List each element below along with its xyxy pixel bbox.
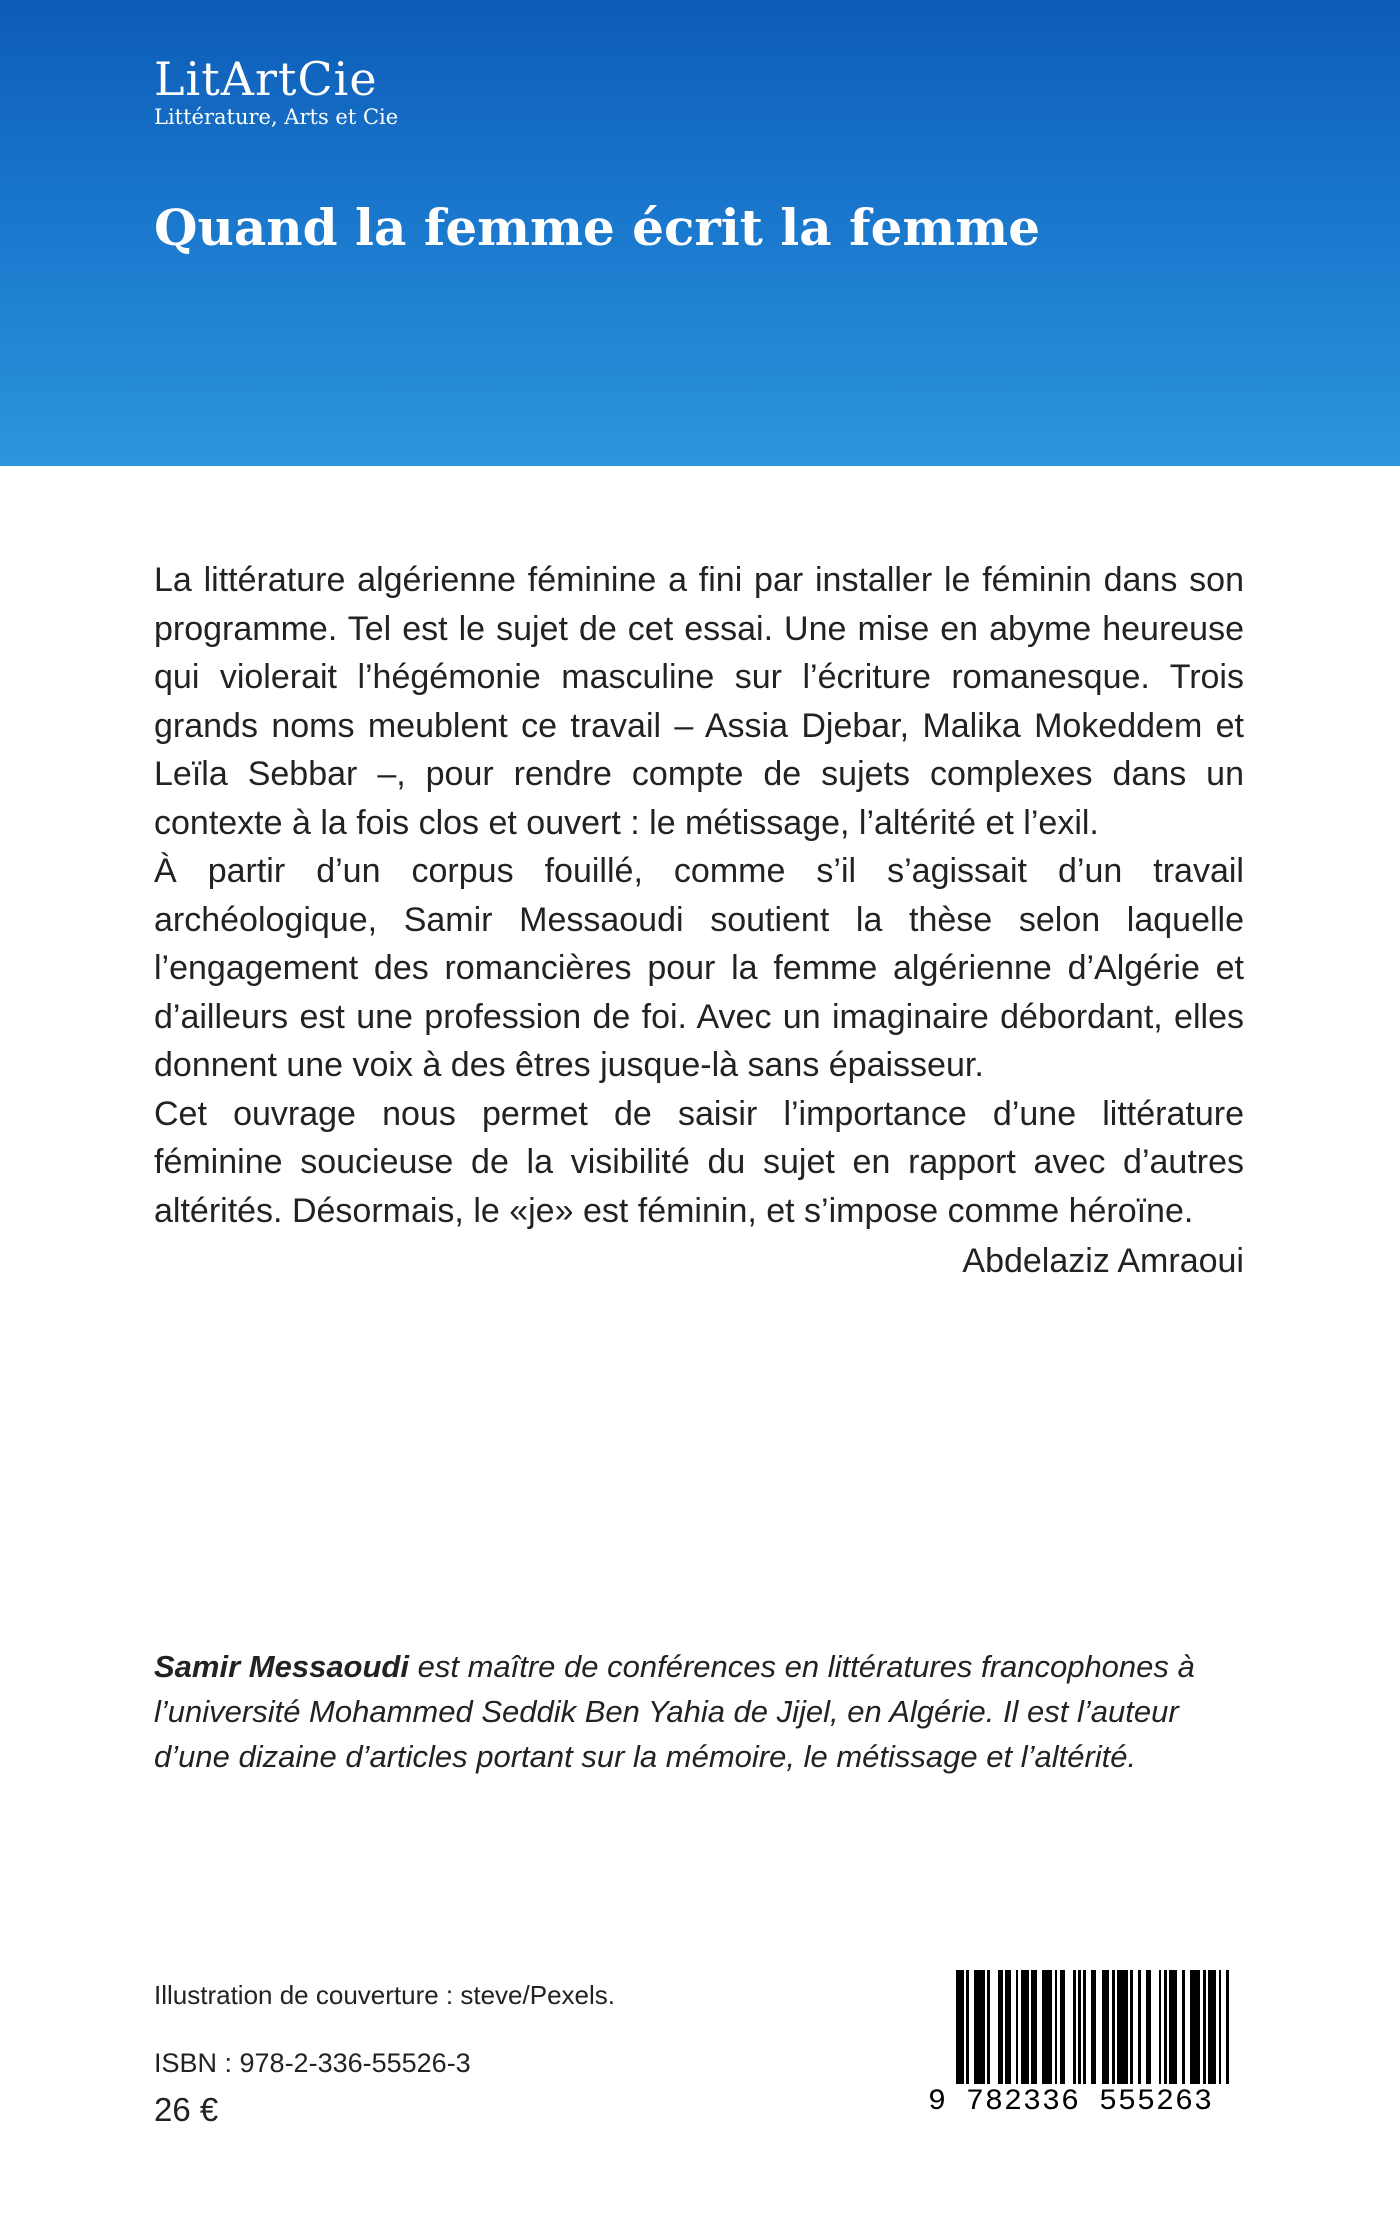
author-bio-paragraph bbox=[154, 1644, 1244, 1779]
barcode-bar bbox=[1102, 1970, 1110, 2084]
barcode-bar bbox=[1138, 1970, 1141, 2084]
author-name: Samir Messaoudi bbox=[154, 1649, 409, 1684]
isbn-label: ISBN : 978-2-336-55526-3 bbox=[154, 2048, 471, 2078]
illustration-credit: Illustration de couverture : steve/Pexels. bbox=[154, 1980, 616, 2010]
barcode-bar bbox=[1219, 1970, 1222, 2084]
barcode-bar bbox=[956, 1970, 964, 2084]
barcode-bar bbox=[1016, 1970, 1019, 2084]
barcode-bar bbox=[1146, 1970, 1151, 2084]
blurb-paragraph-2: À partir d’un corpus fouillé, comme s’il s’agissait d’un travail archéologique, Samir Messaoudi soutient la thèse selon laquelle l’engagement des romancières pour la femme algérienne d’Algérie et d’ailleurs est une profession de foi. Avec un imaginaire débordant, elles donnent une voix à des êtres jusque-là sans épaisseur. bbox=[154, 852, 1244, 1084]
barcode-bars bbox=[956, 1970, 1238, 2084]
barcode-bar bbox=[1055, 1970, 1058, 2084]
cover-header-band bbox=[0, 0, 1400, 466]
barcode-bar bbox=[1208, 1970, 1216, 2084]
barcode-bar bbox=[1226, 1970, 1229, 2084]
barcode-bar bbox=[1021, 1970, 1029, 2084]
book-title: Quand la femme écrit la femme bbox=[154, 198, 1041, 257]
barcode-bar bbox=[974, 1970, 984, 2084]
barcode-bar bbox=[1182, 1970, 1185, 2084]
barcode-bar bbox=[1060, 1970, 1065, 2084]
author-bio-text: est maître de conférences en littératures francophones à l’université Mohammed Seddik Ben Yahia de Jijel, en Algérie. Il est l’auteur d’une dizaine d’articles portant sur la mémoire, le métissage et l’altérité. bbox=[154, 1649, 1195, 1774]
barcode-bar bbox=[987, 1970, 990, 2084]
barcode-bar bbox=[966, 1970, 969, 2084]
back-cover-blurb bbox=[154, 556, 1244, 1286]
barcode-bar bbox=[1073, 1970, 1076, 2084]
barcode-bar bbox=[1005, 1970, 1010, 2084]
barcode-bar bbox=[1159, 1970, 1162, 2084]
barcode-bar bbox=[1164, 1970, 1167, 2084]
barcode-bar bbox=[1083, 1970, 1086, 2084]
price-label: 26 € bbox=[154, 2091, 219, 2128]
publisher-name: LitArtCie bbox=[154, 52, 378, 106]
publisher-tagline: Littérature, Arts et Cie bbox=[154, 105, 399, 129]
publisher-logo bbox=[154, 52, 398, 130]
barcode-bar bbox=[1078, 1970, 1081, 2084]
blurb-signature: Abdelaziz Amraoui bbox=[962, 1242, 1244, 1280]
barcode-bar bbox=[1042, 1970, 1052, 2084]
barcode-bar bbox=[1190, 1970, 1200, 2084]
author-bio bbox=[154, 1644, 1244, 1779]
barcode-digits: 9 782336 555263 bbox=[928, 2085, 1214, 2119]
barcode-bar bbox=[1130, 1970, 1133, 2084]
isbn-barcode bbox=[928, 1970, 1238, 2128]
barcode-bar bbox=[1031, 1970, 1036, 2084]
barcode-bar bbox=[1203, 1970, 1206, 2084]
barcode-bar bbox=[1169, 1970, 1177, 2084]
blurb-paragraph-1: La littérature algérienne féminine a fini par installer le féminin dans son programme. Tel est le sujet de cet essai. Une mise en abyme heureuse qui violerait l’hégémonie masculine sur l’écriture romanesque. Trois grands noms meublent ce travail – Assia Djebar, Malika Mokeddem et Leïla Sebbar –, pour rendre compte de sujets complexes dans un contexte à la fois clos et ouvert : le métissage, l’altérité et l’exil. bbox=[154, 561, 1244, 842]
blurb-paragraph-3: Cet ouvrage nous permet de saisir l’importance d’une littérature féminine soucieuse de la visibilité du sujet en rapport avec d’autres altérités. Désormais, le «je» est féminin, et s’impose comme héroïne. bbox=[154, 1094, 1244, 1230]
barcode-bar bbox=[1112, 1970, 1115, 2084]
barcode-bar bbox=[1091, 1970, 1096, 2084]
barcode-bar bbox=[1117, 1970, 1127, 2084]
barcode-bar bbox=[998, 1970, 1003, 2084]
